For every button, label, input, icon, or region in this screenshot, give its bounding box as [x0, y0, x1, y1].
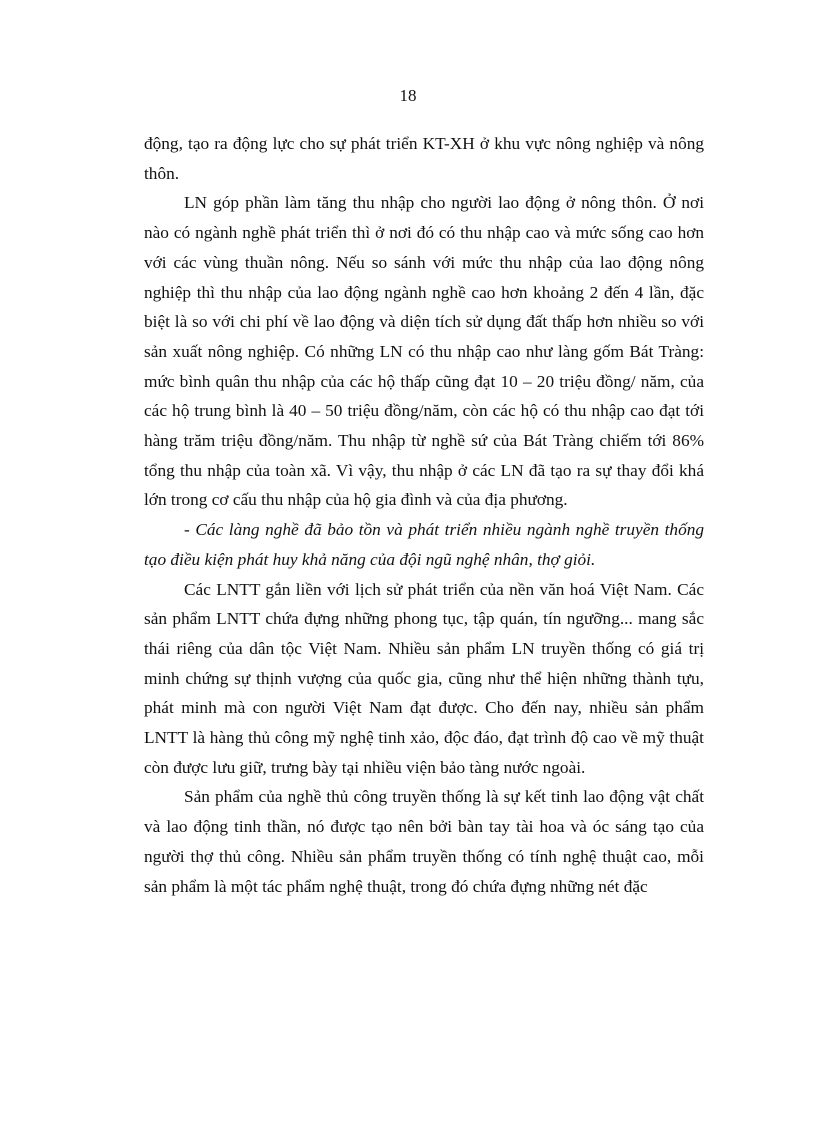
paragraph-3-italic-heading: - Các làng nghề đã bảo tồn và phát triển nhiều ngành nghề truyền thống tạo điều kiện phát huy khả năng của đội ngũ nghệ nhân, thợ giỏi. [144, 520, 704, 569]
paragraph-1: động, tạo ra động lực cho sự phát triển KT-XH ở khu vực nông nghiệp và nông thôn. [144, 134, 704, 183]
paragraph-4: Các LNTT gắn liền với lịch sử phát triển của nền văn hoá Việt Nam. Các sản phẩm LNTT chứa đựng những phong tục, tập quán, tín ngưỡng... mang sắc thái riêng của dân tộc Việt Nam. Nhiều sản phẩm LN truyền thống có giá trị minh chứng sự thịnh vượng của quốc gia, cũng như thể hiện những thành tựu, phát minh mà con người Việt Nam đạt được. Cho đến nay, nhiều sản phẩm LNTT là hàng thủ công mỹ nghệ tinh xảo, độc đáo, đạt trình độ cao về mỹ thuật còn được lưu giữ, trưng bày tại nhiều viện bảo tàng nước ngoài. [144, 579, 704, 777]
page-number: 18 [399, 86, 417, 105]
paragraph-5: Sản phẩm của nghề thủ công truyền thống là sự kết tinh lao động vật chất và lao động tinh thần, nó được tạo nên bởi bàn tay tài hoa và óc sáng tạo của người thợ thủ công. Nhiều sản phẩm truyền thống có tính nghệ thuật cao, mỗi sản phẩm là một tác phẩm nghệ thuật, trong đó chứa đựng những nét đặc [144, 787, 704, 896]
paragraph-2: LN góp phần làm tăng thu nhập cho người lao động ở nông thôn. Ở nơi nào có ngành nghề phát triển thì ở nơi đó có thu nhập cao và mức sống cao hơn với các vùng thuần nông. Nếu so sánh với mức thu nhập của lao động nông nghiệp thì thu nhập của lao động ngành nghề cao hơn khoảng 2 đến 4 lần, đặc biệt là so với chi phí về lao động và diện tích sử dụng đất thấp hơn nhiều so với sản xuất nông nghiệp. Có những LN có thu nhập cao như làng gốm Bát Tràng: mức bình quân thu nhập của các hộ thấp cũng đạt 10 – 20 triệu đồng/ năm, của các hộ trung bình là 40 – 50 triệu đồng/năm, còn các hộ có thu nhập cao đạt tới hàng trăm triệu đồng/năm. Thu nhập từ nghề sứ của Bát Tràng chiếm tới 86% tổng thu nhập của toàn xã. Vì vậy, thu nhập ở các LN đã tạo ra sự thay đổi khá lớn trong cơ cấu thu nhập của hộ gia đình và của địa phương. [144, 193, 704, 510]
body-text [144, 129, 704, 901]
